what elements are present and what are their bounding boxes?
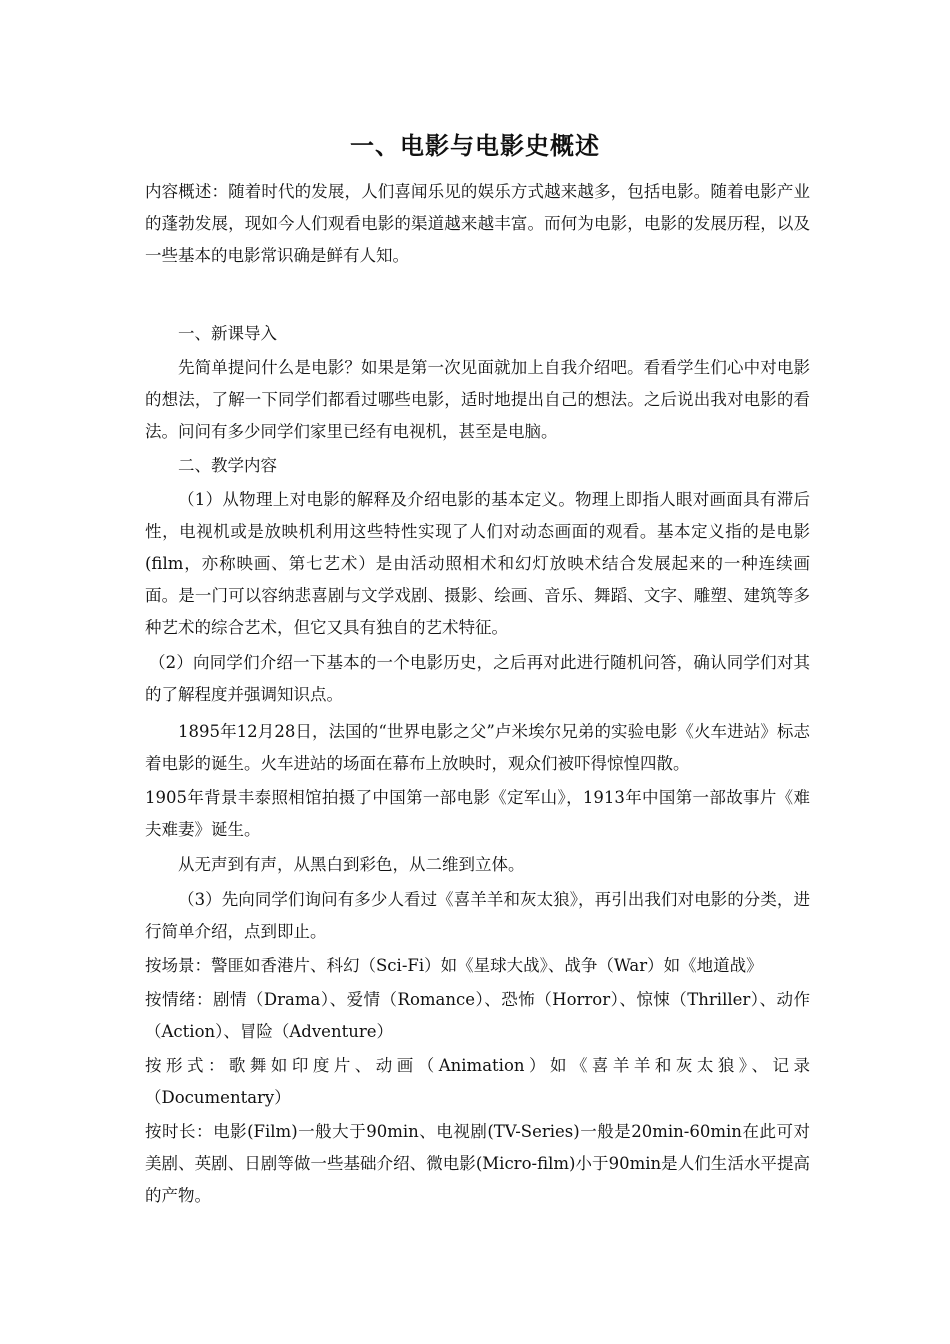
item2-paragraph: （2）向同学们介绍一下基本的一个电影历史，之后再对此进行随机问答，确认同学们对其的了解程度并强调知识点。 <box>145 653 810 704</box>
category-by-form: 按形式：歌舞如印度片、动画（Animation）如《喜羊羊和灰太狼》、记录（Documentary） <box>145 1056 810 1107</box>
item1-paragraph: （1）从物理上对电影的解释及介绍电影的基本定义。物理上即指人眼对画面具有滞后性，电视机或是放映机利用这些特性实现了人们对动态画面的观看。基本定义指的是电影(film，亦称映画、第七艺术）是由活动照相术和幻灯放映术结合发展起来的一种连续画面。是一门可以容纳悲喜剧与文学戏剧、摄影、绘画、音乐、舞蹈、文字、雕塑、建筑等多种艺术的综合艺术，但它又具有独自的艺术特征。 <box>145 490 810 637</box>
content-heading: 二、教学内容 <box>178 456 277 475</box>
category-by-length: 按时长：电影(Film)一般大于90min、电视剧(TV-Series)一般是20min-60min在此可对美剧、英剧、日剧等做一些基础介绍、微电影(Micro-film)小于90min是人们生活水平提高的产物。 <box>145 1122 810 1205</box>
overview-paragraph: 内容概述：随着时代的发展，人们喜闻乐见的娱乐方式越来越多，包括电影。随着电影产业的蓬勃发展，现如今人们观看电影的渠道越来越丰富。而何为电影，电影的发展历程，以及一些基本的电影常识确是鲜有人知。 <box>145 182 810 265</box>
document-title: 一、电影与电影史概述 <box>350 132 600 160</box>
lesson-body <box>145 318 810 1212</box>
item3-paragraph: （3）先向同学们询问有多少人看过《喜羊羊和灰太狼》，再引出我们对电影的分类，进行简单介绍，点到即止。 <box>145 890 810 941</box>
intro-heading: 一、新课导入 <box>178 324 277 343</box>
overview-block <box>145 176 810 272</box>
history2-paragraph: 1905年背景丰泰照相馆拍摄了中国第一部电影《定军山》，1913年中国第一部故事片《难夫难妻》诞生。 <box>145 788 810 839</box>
history1-paragraph: 1895年12月28日，法国的“世界电影之父”卢米埃尔兄弟的实验电影《火车进站》标志着电影的诞生。火车进站的场面在幕布上放映时，观众们被吓得惊惶四散。 <box>145 722 810 773</box>
category-by-emotion: 按情绪：剧情（Drama）、爱情（Romance）、恐怖（Horror）、惊悚（Thriller）、动作（Action）、冒险（Adventure） <box>145 990 810 1041</box>
category-by-scene: 按场景：警匪如香港片、科幻（Sci-Fi）如《星球大战》、战争（War）如《地道战》 <box>145 956 763 975</box>
intro-paragraph: 先简单提问什么是电影？如果是第一次见面就加上自我介绍吧。看看学生们心中对电影的想法，了解一下同学们都看过哪些电影，适时地提出自己的想法。之后说出我对电影的看法。问问有多少同学们家里已经有电视机，甚至是电脑。 <box>145 358 810 441</box>
evolution-paragraph: 从无声到有声，从黑白到彩色，从二维到立体。 <box>178 855 525 874</box>
